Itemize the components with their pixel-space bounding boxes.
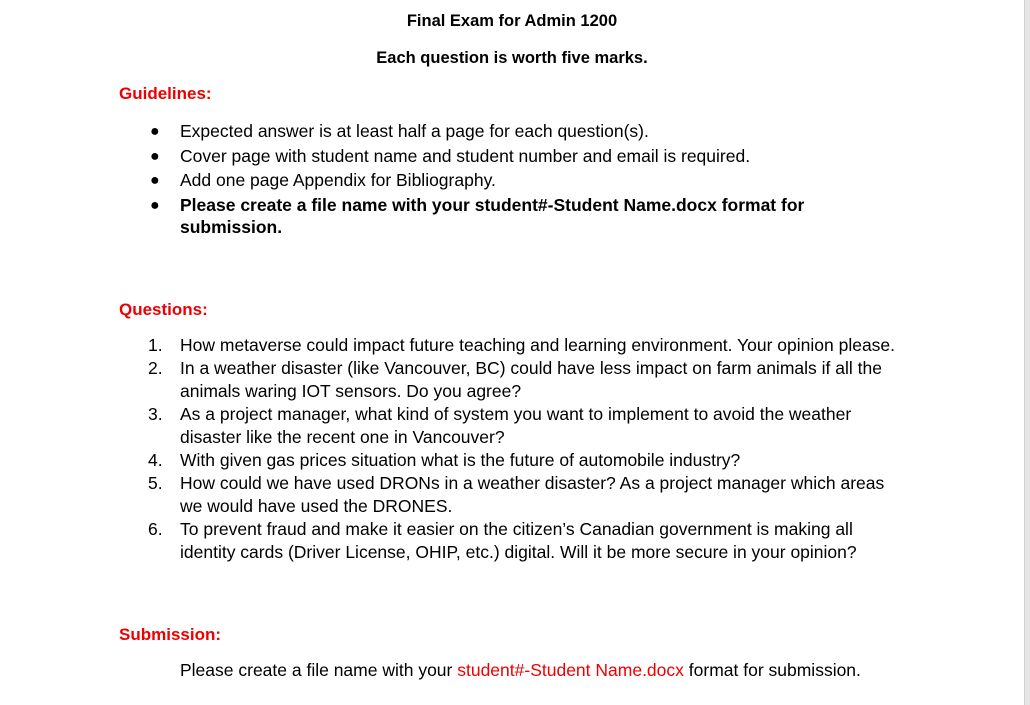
bullet-icon: ● — [150, 147, 160, 165]
question-number: 5. — [148, 473, 163, 493]
guideline-item: ● Please create a file name with your student#-Student Name.docx format for submission. — [150, 194, 805, 237]
question-number: 3. — [148, 404, 163, 424]
guideline-item: ● Add one page Appendix for Bibliography. — [150, 170, 496, 190]
submission-heading: Submission: — [119, 625, 222, 644]
document-subtitle: Each question is worth five marks. — [376, 49, 648, 67]
question-item — [0, 334, 1024, 357]
guidelines-list — [0, 120, 1024, 238]
question-text: How could we have used DRONs in a weather disaster? As a project manager which areas we would have used the DRONES. — [180, 473, 885, 516]
bullet-icon: ● — [150, 172, 160, 189]
bullet-icon: ● — [150, 196, 160, 214]
question-item — [0, 403, 1024, 449]
question-item — [0, 449, 1024, 472]
question-item — [0, 472, 1024, 518]
submission-text-before: Please create a file name with your — [180, 660, 458, 680]
submission-text-after: format for submission. — [683, 660, 861, 680]
question-item — [0, 357, 1024, 403]
submission-filename-highlight: student#-Student Name.docx — [457, 660, 684, 680]
question-item — [0, 518, 1024, 564]
guideline-item: ● Cover page with student name and student number and email is required. — [150, 145, 751, 166]
guideline-item: ● Expected answer is at least half a page for each question(s). — [150, 121, 649, 141]
question-number: 4. — [148, 450, 163, 470]
page-edge — [1024, 0, 1030, 705]
bullet-icon: ● — [150, 123, 160, 140]
document-title: Final Exam for Admin 1200 — [406, 12, 618, 30]
question-text: As a project manager, what kind of system you want to implement to avoid the weather disaster like the recent one in Vancouver? — [180, 404, 852, 447]
questions-heading: Questions: — [119, 300, 208, 319]
question-number: 1. — [148, 335, 163, 355]
guidelines-heading: Guidelines: — [119, 84, 212, 103]
question-text: In a weather disaster (like Vancouver, BC) could have less impact on farm animals if all the animals waring IOT sensors. Do you agree? — [180, 358, 882, 401]
question-number: 6. — [148, 519, 163, 539]
question-number: 2. — [148, 358, 163, 378]
question-text: With given gas prices situation what is the future of automobile industry? — [180, 450, 741, 470]
submission-text — [180, 659, 861, 682]
questions-list — [0, 334, 1024, 564]
question-text: To prevent fraud and make it easier on the citizen’s Canadian government is making all identity cards (Driver License, OHIP, etc.) digital. Will it be more secure in your opinion? — [180, 519, 857, 562]
question-text: How metaverse could impact future teaching and learning environment. Your opinion please. — [180, 335, 896, 355]
